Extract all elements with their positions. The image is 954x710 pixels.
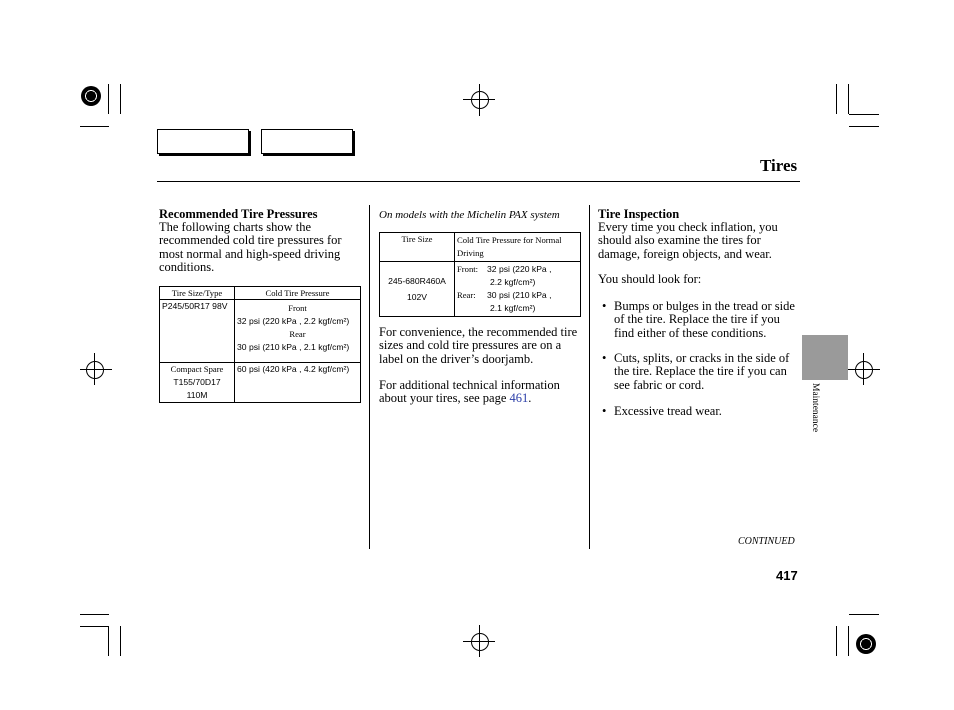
header-rule bbox=[157, 181, 800, 182]
pax-note: On models with the Michelin PAX system bbox=[379, 209, 560, 221]
front-pressure: 32 psi (220 kPa , 2.2 kgf/cm²) bbox=[237, 316, 350, 326]
continued-label: CONTINUED bbox=[738, 536, 795, 547]
nav-box-right[interactable] bbox=[261, 129, 353, 154]
tire-inspection-text: Every time you check inflation, you should also examine the tires for damage, foreign objects, and wear. bbox=[598, 220, 778, 261]
table-row bbox=[160, 363, 361, 403]
spare-type: Compact Spare bbox=[170, 364, 224, 374]
pax-size-rating: 102V bbox=[406, 292, 428, 302]
nav-box-left[interactable] bbox=[157, 129, 249, 154]
pax-size: 245-680R460A bbox=[388, 276, 446, 286]
bullet-icon: • bbox=[602, 404, 607, 418]
list-item: • Bumps or bulges in the tread or side of the tire. Replace the tire if you find either of these conditions. bbox=[602, 299, 795, 340]
rear-label: Rear bbox=[289, 329, 306, 339]
table-header: Cold Tire Pressure bbox=[235, 287, 361, 300]
registration-crosshair-icon bbox=[471, 633, 489, 651]
front-label: Front bbox=[288, 303, 307, 313]
page-link[interactable]: 461 bbox=[509, 391, 529, 406]
page-number: 417 bbox=[776, 568, 798, 583]
spare-size-rating: 110M bbox=[186, 390, 208, 400]
bullet-icon: • bbox=[602, 351, 607, 365]
registration-mark-icon bbox=[81, 86, 101, 106]
front-pressure: 32 psi (220 kPa , bbox=[487, 264, 552, 274]
doorjamb-label-text: For convenience, the recommended tire sizes and cold tire pressures are on a label on the driver’s doorjamb. bbox=[379, 325, 578, 366]
spare-pressure: 60 psi (420 kPa , 4.2 kgf/cm²) bbox=[235, 363, 361, 403]
page-title: Tires bbox=[760, 156, 798, 175]
column-divider bbox=[589, 205, 590, 549]
table-row bbox=[380, 262, 581, 317]
registration-crosshair-icon bbox=[471, 91, 489, 109]
registration-mark-icon bbox=[856, 634, 876, 654]
tire-inspection-heading: Tire Inspection bbox=[598, 207, 680, 221]
pax-tire-table bbox=[379, 232, 581, 317]
bullet-icon: • bbox=[602, 299, 607, 313]
section-side-tab[interactable] bbox=[802, 335, 848, 380]
list-item: • Cuts, splits, or cracks in the side of the tire. Replace the tire if you can see fabric or cord. bbox=[602, 351, 790, 392]
technical-info-text: For additional technical information about your tires, see page 461. bbox=[379, 378, 560, 406]
recommended-pressures-heading: Recommended Tire Pressures bbox=[159, 207, 318, 221]
rear-pressure-cont: 2.1 kgf/cm²) bbox=[490, 303, 536, 313]
tire-pressure-table bbox=[159, 286, 361, 403]
table-header: Tire Size/Type bbox=[160, 287, 235, 300]
registration-crosshair-icon bbox=[86, 361, 104, 379]
list-item: • Excessive tread wear. bbox=[602, 404, 722, 418]
column-divider bbox=[369, 205, 370, 549]
table-row bbox=[160, 300, 361, 363]
front-pressure-cont: 2.2 kgf/cm²) bbox=[490, 277, 536, 287]
rear-pressure: 30 psi (210 kPa , bbox=[487, 290, 552, 300]
rear-label: Rear: bbox=[457, 290, 476, 300]
recommended-pressures-text: The following charts show the recommended cold tire pressures for most normal and high-speed driving conditions. bbox=[159, 220, 342, 275]
look-for-lead: You should look for: bbox=[598, 272, 702, 286]
registration-crosshair-icon bbox=[855, 361, 873, 379]
table-cell: P245/50R17 98V bbox=[160, 300, 235, 363]
table-header: Tire Size bbox=[380, 233, 455, 262]
table-header: Cold Tire Pressure for Normal Driving bbox=[455, 233, 581, 262]
spare-size: T155/70D17 bbox=[173, 377, 221, 387]
side-tab-label: Maintenance bbox=[810, 383, 820, 433]
rear-pressure: 30 psi (210 kPa , 2.1 kgf/cm²) bbox=[237, 342, 350, 352]
front-label: Front: bbox=[457, 264, 479, 274]
